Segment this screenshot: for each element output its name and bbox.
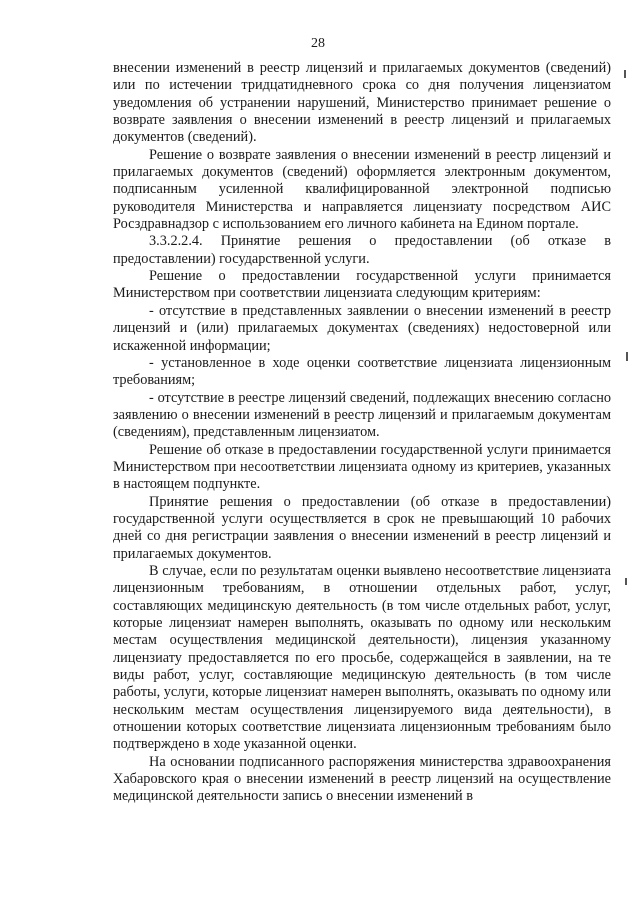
- scan-mark: [624, 70, 626, 78]
- page-number: 28: [311, 36, 325, 51]
- paragraph-deadline: Принятие решения о предоставлении (об отказе в предоставлении) государственной услуги осуществляется в срок не превышающий 10 рабочих дней со дня регистрации заявления о внесении изменений в реестр лицензий и прилагаемых документов.: [113, 493, 611, 562]
- list-item-criterion-2: - установленное в ходе оценки соответствие лицензиата лицензионным требованиям;: [113, 354, 611, 389]
- paragraph-continuation: внесении изменений в реестр лицензий и прилагаемых документов (сведений) или по истечении тридцатидневного срока со дня получения лицензиатом уведомления об устранении нарушений, Министерство принимает решение о возврате заявления о внесении изменений в реестр лицензий и прилагаемых документов (сведений).: [113, 60, 611, 146]
- scan-mark: [626, 352, 628, 361]
- paragraph-criteria-intro: Решение о предоставлении государственной услуги принимается Министерством при соответствии лицензиата следующим критериям:: [113, 268, 611, 302]
- document-body: [113, 60, 611, 806]
- paragraph-refusal: Решение об отказе в предоставлении государственной услуги принимается Министерством при несоответствии лицензиата одному из критериев, указанных в настоящем подпункте.: [113, 441, 611, 493]
- list-item-criterion-3: - отсутствие в реестре лицензий сведений, подлежащих внесению согласно заявлению о внесении изменений в реестр лицензий и прилагаемым документам (сведениям), представленным лицензиатом.: [113, 389, 611, 441]
- list-item-criterion-1: - отсутствие в представленных заявлении о внесении изменений в реестр лицензий и (или) прилагаемых документах (сведениях) недостоверной или искаженной информации;: [113, 302, 611, 354]
- paragraph-order-basis: На основании подписанного распоряжения министерства здравоохранения Хабаровского края о внесении изменений в реестр лицензий на осуществление медицинской деятельности запись о внесении изменений в: [113, 753, 611, 805]
- paragraph-partial-compliance: В случае, если по результатам оценки выявлено несоответствие лицензиата лицензионным требованиям, в отношении отдельных работ, услуг, составляющих медицинскую деятельность (в том числе отдельных работ, услуг, которые лицензиат намерен выполнять, оказывать по одному или нескольким местам осуществления медицинской деятельности), лицензия указанному лицензиату предоставляется по его просьбе, содержащейся в заявлении, на те виды работ, услуг, составляющие медицинскую деятельность (в том числе работы, услуги, которые лицензиат намерен выполнять, оказывать по одному или нескольким местам осуществления лицензируемого вида деятельности), в отношении которых соответствие лицензиата лицензионным требованиям было подтверждено в ходе указанной оценки.: [113, 562, 611, 753]
- scan-mark: [625, 578, 627, 585]
- paragraph-section-heading: 3.3.2.2.4. Принятие решения о предоставлении (об отказе в предоставлении) государственной услуги.: [113, 233, 611, 267]
- paragraph-return-decision: Решение о возврате заявления о внесении изменений в реестр лицензий и прилагаемых документов (сведений) оформляется электронным документом, подписанным усиленной квалифицированной электронной подписью руководителя Министерства и направляется лицензиату посредством АИС Росздравнадзор с использованием его личного кабинета на Едином портале.: [113, 146, 611, 233]
